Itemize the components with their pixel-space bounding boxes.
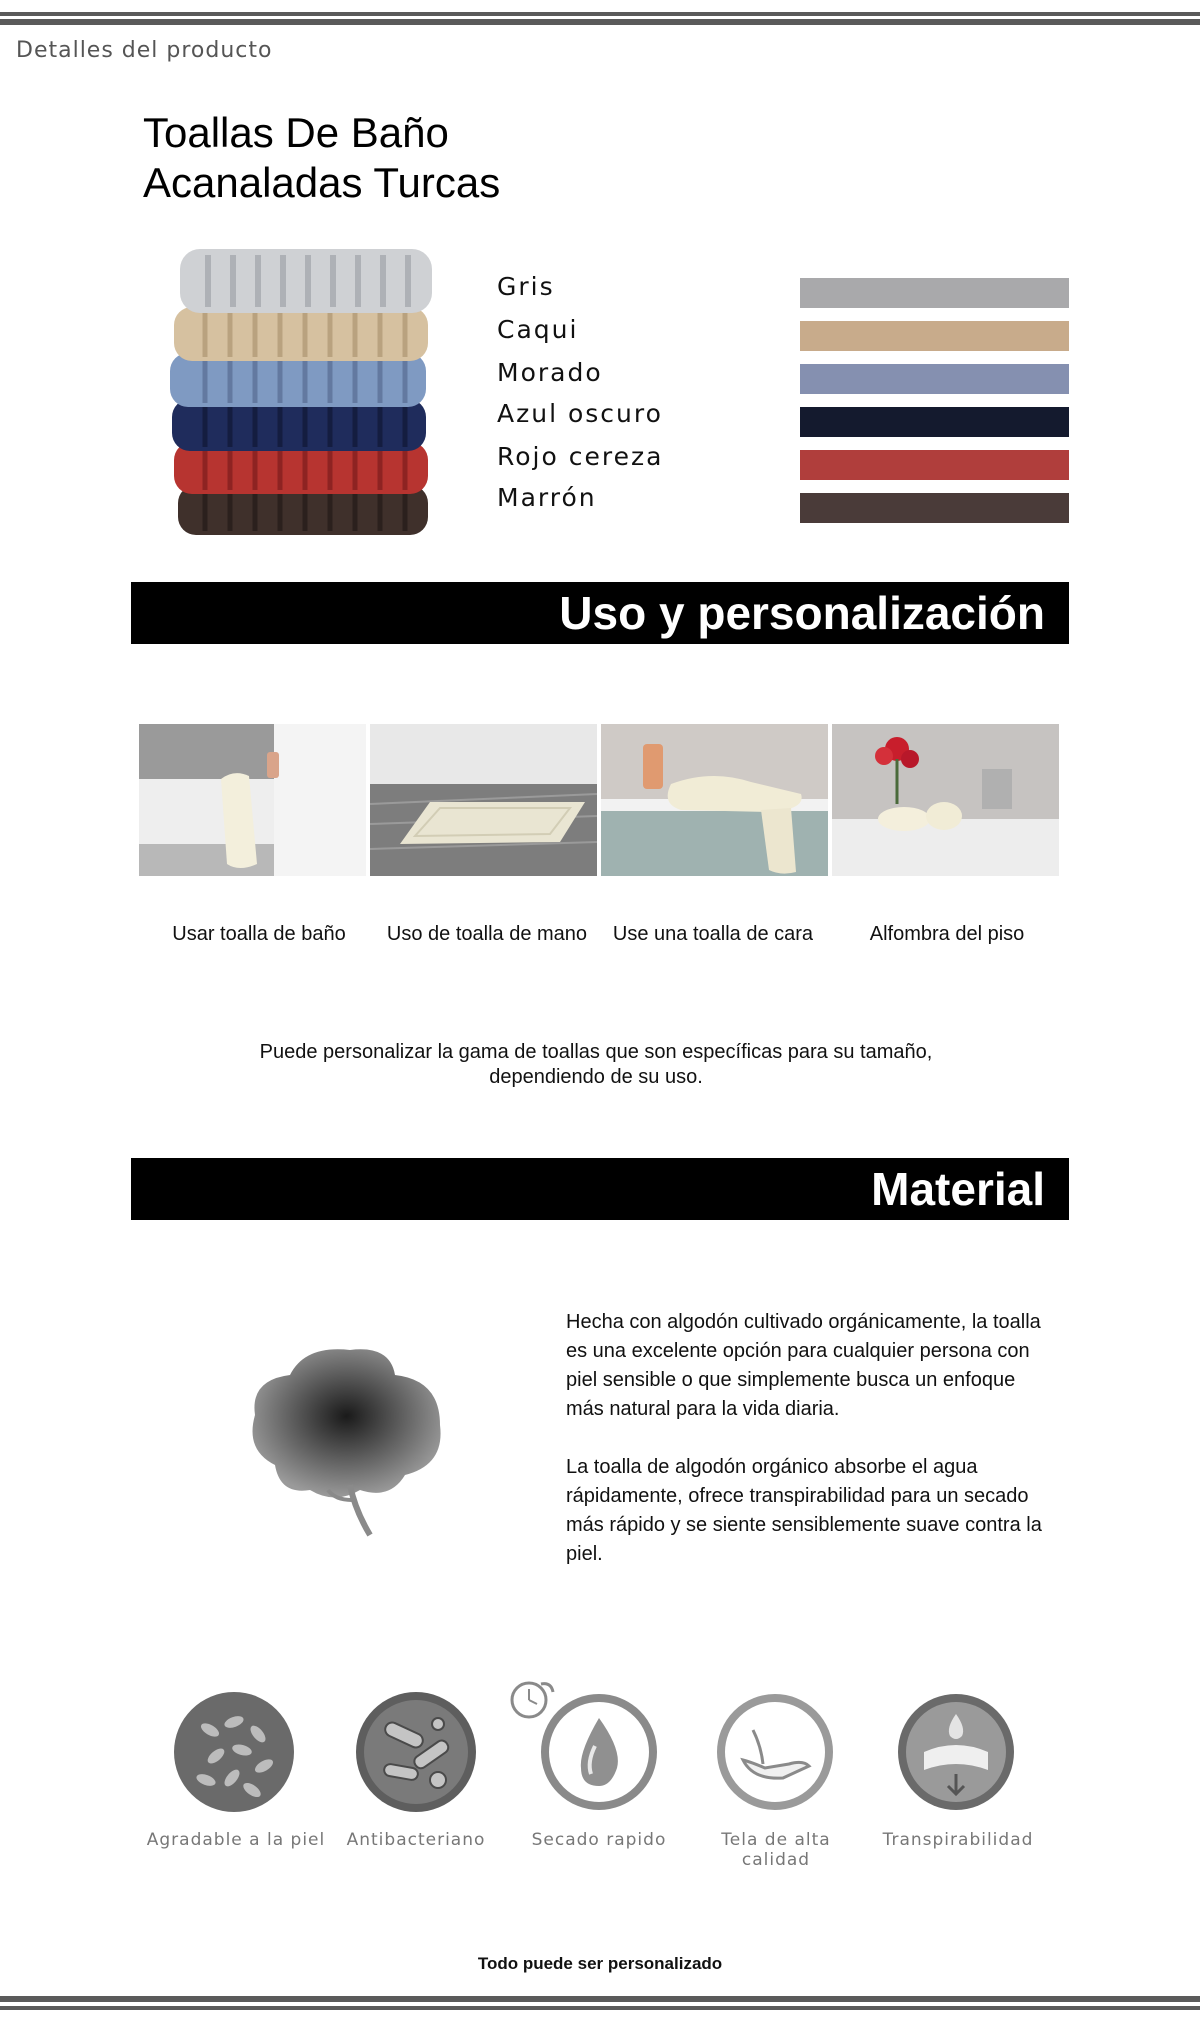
page-title — [143, 108, 500, 208]
color-name: Caqui — [497, 315, 579, 344]
timer-icon — [505, 1676, 557, 1720]
floor-mat-photo — [832, 724, 1059, 876]
usage-caption: Alfombra del piso — [869, 923, 1025, 945]
color-swatch — [800, 450, 1069, 480]
feature-label: Agradable a la piel — [146, 1830, 326, 1850]
usage-banner — [131, 582, 1069, 644]
color-row-marron — [497, 481, 1070, 511]
section-label: Detalles del producto — [16, 38, 273, 63]
customization-note: Puede personalizar la gama de toallas que son específicas para su tamaño, dependiendo de su uso. — [259, 1041, 933, 1088]
cotton-icon — [240, 1340, 460, 1540]
color-row-caqui — [497, 313, 1070, 343]
material-description — [566, 1308, 1046, 1598]
fabric-icon — [713, 1690, 837, 1814]
color-swatch — [800, 278, 1069, 308]
color-row-gris — [497, 270, 1070, 300]
usage-caption: Use una toalla de cara — [612, 923, 814, 945]
color-row-rojo-cereza — [497, 440, 1070, 470]
top-rule-thick — [0, 19, 1200, 25]
color-row-azul-oscuro — [497, 397, 1070, 427]
title-line-1: Toallas De Baño — [143, 109, 449, 156]
face-towel-photo — [601, 724, 828, 876]
color-name: Rojo cereza — [497, 442, 664, 471]
towel-blue — [170, 353, 426, 407]
color-row-morado — [497, 356, 1070, 386]
material-banner — [131, 1158, 1069, 1220]
bottom-rule — [0, 2006, 1200, 2010]
top-rule — [0, 12, 1200, 16]
title-line-2: Acanaladas Turcas — [143, 159, 501, 206]
color-swatch — [800, 364, 1069, 394]
feature-label: Tela de alta calidad — [721, 1830, 831, 1870]
color-name: Morado — [497, 358, 603, 387]
color-swatch — [800, 493, 1069, 523]
usage-heading: Uso y personalización — [559, 587, 1045, 639]
hand-towel-photo — [370, 724, 597, 876]
color-name: Marrón — [497, 483, 597, 512]
material-paragraph-2: La toalla de algodón orgánico absorbe el agua rápidamente, ofrece transpirabilidad para un secado más rápido y se siente sensiblemente suave contra la piel. — [566, 1456, 1042, 1565]
breathable-icon — [894, 1690, 1018, 1814]
material-heading: Material — [871, 1163, 1045, 1215]
color-swatch — [800, 321, 1069, 351]
color-name: Gris — [497, 272, 555, 301]
bath-towel-photo — [139, 724, 366, 876]
towel-stack-image — [170, 245, 440, 545]
soft-fiber-icon — [172, 1690, 296, 1814]
bacteria-icon — [354, 1690, 478, 1814]
material-paragraph-1: Hecha con algodón cultivado orgánicamente, la toalla es una excelente opción para cualquier persona con piel sensible o que simplemente busca un enfoque más natural para la vida diaria. — [566, 1311, 1041, 1420]
feature-label: Transpirabilidad — [882, 1830, 1034, 1850]
feature-label: Antibacteriano — [346, 1830, 486, 1850]
color-name: Azul oscuro — [497, 399, 663, 428]
towel-khaki — [174, 307, 428, 361]
footer-text: Todo puede ser personalizado — [477, 1954, 723, 1973]
usage-caption: Uso de toalla de mano — [386, 923, 588, 945]
color-swatch — [800, 407, 1069, 437]
towel-grey — [180, 249, 432, 313]
usage-caption: Usar toalla de baño — [172, 923, 346, 945]
bottom-rule-thick — [0, 1996, 1200, 2002]
feature-label: Secado rapido — [531, 1830, 667, 1850]
